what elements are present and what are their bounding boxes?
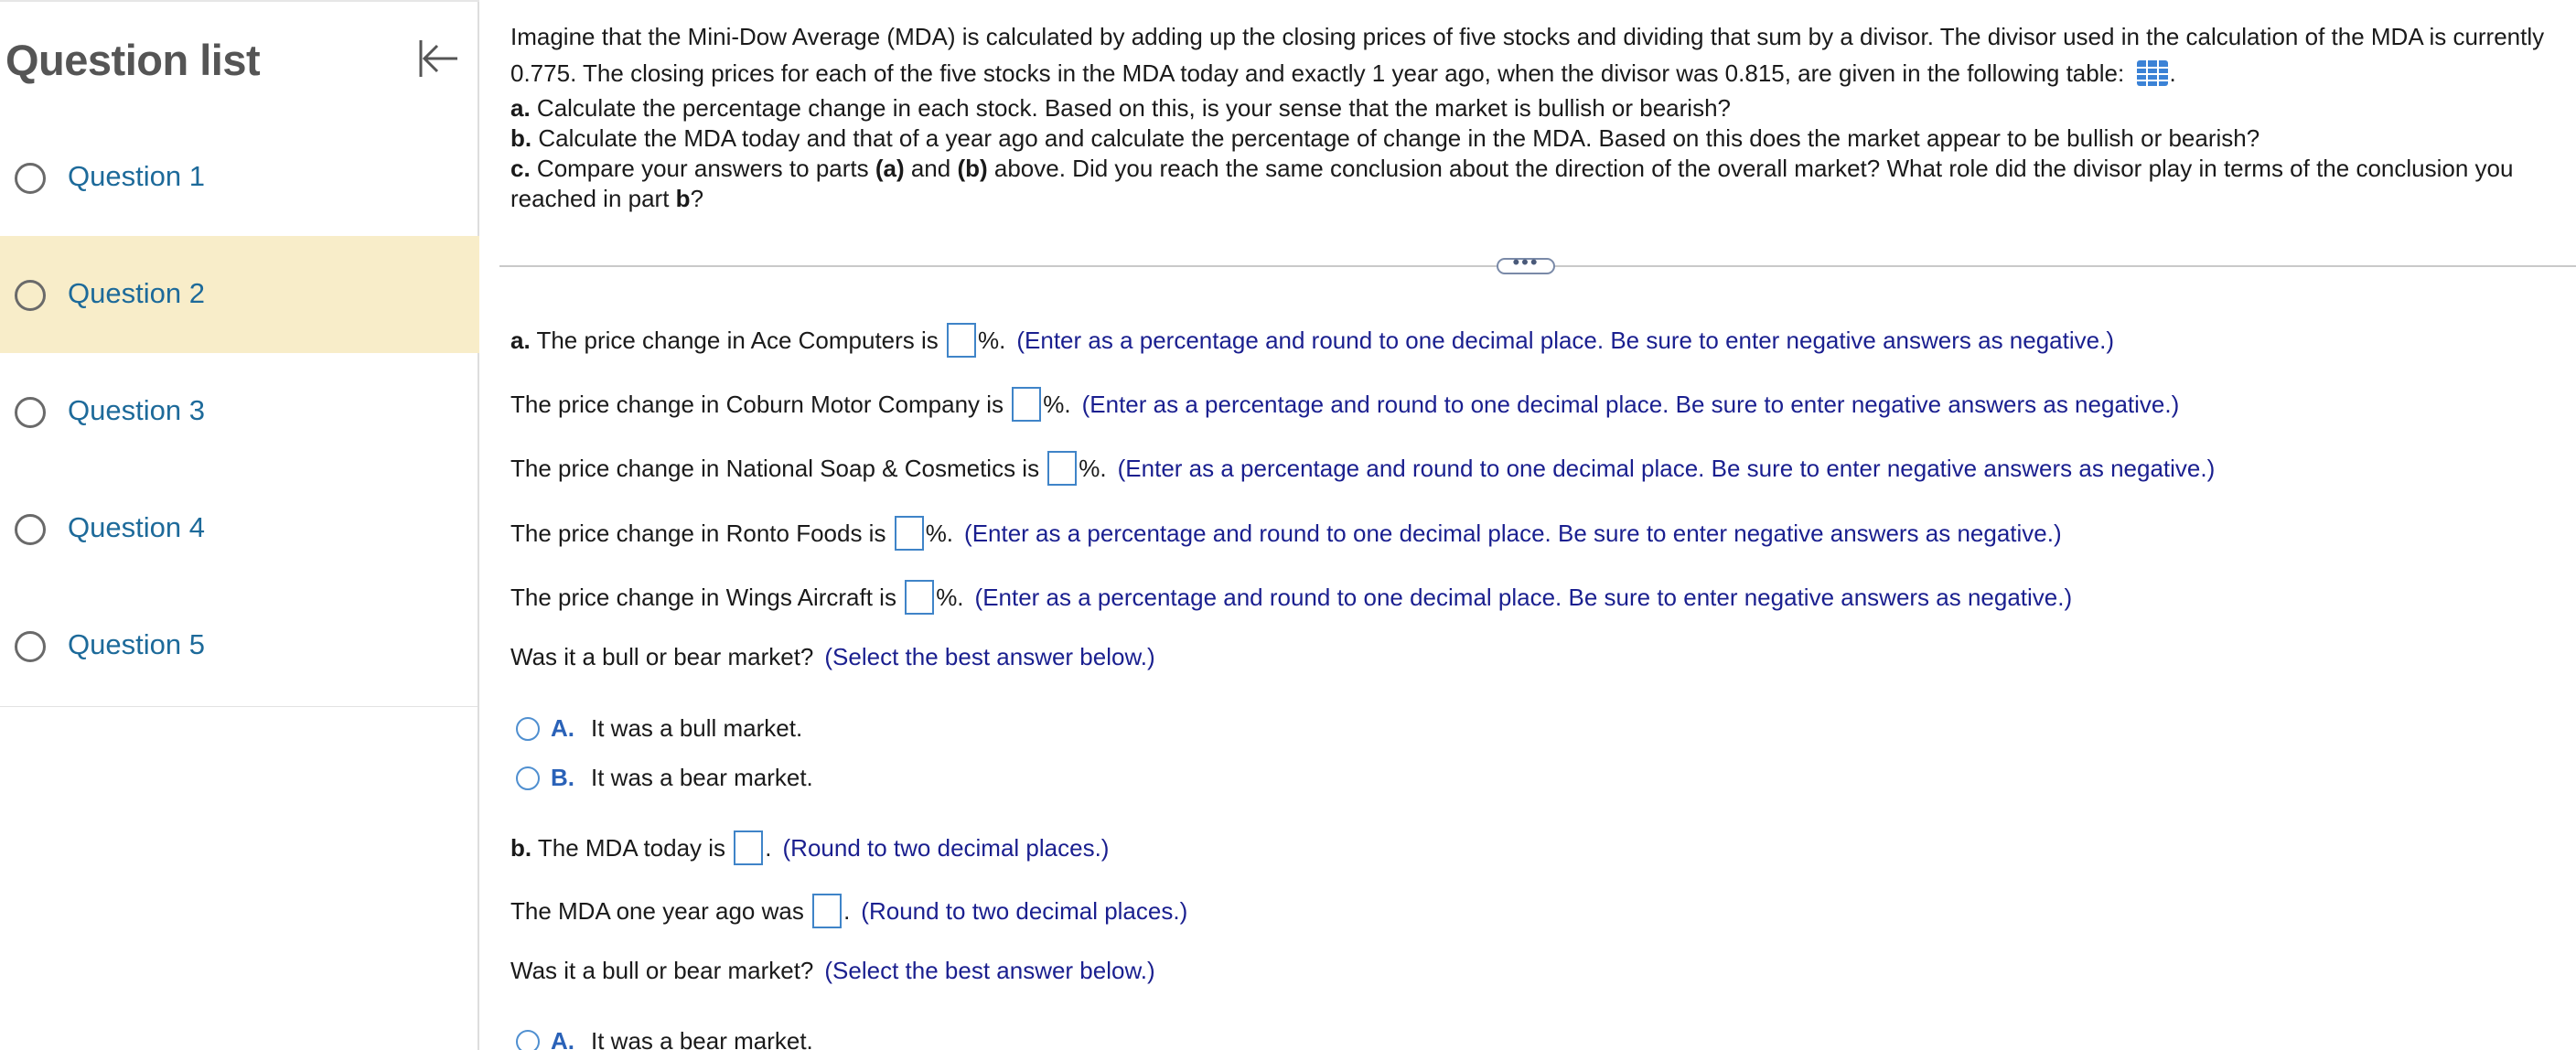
answer-hint: (Enter as a percentage and round to one decimal place. Be sure to enter negative answers as negative.) (1016, 327, 2114, 354)
status-circle-icon (15, 163, 46, 194)
collapse-sidebar-button[interactable] (413, 35, 463, 84)
answer-hint: (Round to two decimal places.) (782, 834, 1110, 862)
sidebar-item-label: Question 1 (68, 160, 205, 192)
prompt-part-c-ref-b: b (675, 185, 691, 212)
answer-line-national-soap (510, 450, 2215, 487)
prompt-part-b-label: b. (510, 124, 532, 152)
sidebar-item-question-2[interactable] (0, 236, 479, 353)
prompt-part-a-label: a. (510, 94, 531, 122)
answer-line-prefix: The price change in Coburn Motor Company is (510, 391, 1011, 418)
collapse-left-icon (413, 35, 463, 84)
expand-more-button[interactable]: ••• (1497, 258, 1555, 274)
prompt-part-c-text: reached in part (510, 185, 676, 212)
question-hint: (Select the best answer below.) (824, 643, 1155, 670)
answer-line-wings-aircraft (510, 579, 2072, 616)
answer-line-suffix: %. (936, 584, 964, 611)
answer-input-national-soap[interactable] (1047, 451, 1077, 486)
sidebar-item-question-4[interactable] (0, 470, 479, 587)
question-hint: (Select the best answer below.) (824, 957, 1155, 984)
answer-hint: (Enter as a percentage and round to one decimal place. Be sure to enter negative answers as negative.) (1081, 391, 2180, 418)
answer-line-prefix: The price change in Wings Aircraft is (510, 584, 904, 611)
answer-line-mda-today (510, 830, 1109, 866)
part-a-option-a[interactable] (516, 712, 802, 745)
prompt-part-c (510, 154, 2560, 214)
answer-hint: (Round to two decimal places.) (861, 897, 1188, 925)
answer-line-suffix: %. (1079, 455, 1107, 482)
answer-line-suffix: . (765, 834, 772, 862)
sidebar-title: Question list (5, 36, 261, 84)
prompt-part-a (510, 93, 2560, 123)
answer-line-prefix: The MDA one year ago was (510, 897, 811, 925)
prompt-part-c-ref-a: (a) (875, 155, 905, 182)
prompt-part-b (510, 123, 2560, 154)
option-letter: A. (551, 714, 574, 742)
status-circle-icon (15, 397, 46, 428)
radio-button[interactable] (516, 1030, 540, 1050)
answer-line-prefix: The price change in Ace Computers is (536, 327, 946, 354)
answer-line-suffix: %. (978, 327, 1006, 354)
question-text: Was it a bull or bear market? (510, 643, 814, 670)
prompt-part-c-text: and (904, 155, 958, 182)
radio-button[interactable] (516, 766, 540, 790)
answer-line-suffix: %. (925, 520, 954, 547)
question-main (479, 0, 2576, 1050)
answer-line-mda-year-ago (510, 893, 1187, 929)
prompt-intro-line-2: 0.775. The closing prices for each of the five stocks in the MDA today and exactly 1 year ago, when the divisor was 0.815, are given in the following table: (510, 59, 2125, 87)
answer-input-wings-aircraft[interactable] (905, 580, 934, 615)
sidebar-header (0, 0, 479, 124)
sidebar-item-label: Question 2 (68, 277, 205, 309)
part-b-label: b. (510, 834, 532, 862)
part-b-option-a[interactable] (516, 1024, 813, 1050)
sidebar-item-label: Question 4 (68, 511, 205, 543)
answer-input-coburn-motor[interactable] (1012, 387, 1041, 422)
prompt-part-b-text: Calculate the MDA today and that of a year ago and calculate the percentage of change in the MDA. Based on this does the market appear to be bullish or bearish? (531, 124, 2260, 152)
answer-line-ronto-foods (510, 515, 2062, 552)
sidebar-item-question-1[interactable] (0, 119, 479, 236)
answer-input-ronto-foods[interactable] (895, 516, 924, 551)
radio-button[interactable] (516, 717, 540, 741)
answer-line-coburn-motor (510, 386, 2179, 423)
prompt-part-c-text: above. Did you reach the same conclusion about the direction of the overall market? What role did the divisor play in terms of the conclusion you (987, 155, 2514, 182)
option-text: It was a bull market. (591, 714, 803, 742)
sidebar-item-question-3[interactable] (0, 353, 479, 470)
answer-hint: (Enter as a percentage and round to one decimal place. Be sure to enter negative answers as negative.) (1117, 455, 2216, 482)
sidebar-item-question-5[interactable] (0, 587, 479, 704)
option-letter: B. (551, 764, 574, 791)
part-a-question (510, 638, 1155, 675)
prompt-part-c-text: ? (690, 185, 704, 212)
prompt-intro-line-1: Imagine that the Mini-Dow Average (MDA) is calculated by adding up the closing prices of five stocks and dividing that sum by a divisor. The divisor used in the calculation of the MDA is currently (510, 23, 2545, 50)
status-circle-icon (15, 631, 46, 662)
answer-input-ace-computers[interactable] (947, 323, 976, 358)
part-b-question (510, 952, 1155, 989)
answer-line-ace-computers (510, 322, 2114, 359)
prompt-part-c-label: c. (510, 155, 531, 182)
table-icon[interactable] (2136, 59, 2169, 87)
answer-hint: (Enter as a percentage and round to one decimal place. Be sure to enter negative answers as negative.) (964, 520, 2062, 547)
answer-line-prefix: The MDA today is (531, 834, 733, 862)
answer-line-prefix: The price change in Ronto Foods is (510, 520, 893, 547)
answer-line-suffix: %. (1043, 391, 1071, 418)
prompt-intro-end: . (2169, 59, 2176, 87)
sidebar-item-label: Question 5 (68, 628, 205, 660)
part-a-option-b[interactable] (516, 761, 813, 794)
answer-line-prefix: The price change in National Soap & Cosmetics is (510, 455, 1046, 482)
answer-line-suffix: . (843, 897, 851, 925)
prompt-part-c-ref-b: (b) (957, 155, 988, 182)
option-letter: A. (551, 1027, 574, 1050)
answer-input-mda-today[interactable] (734, 830, 763, 865)
answer-input-mda-year-ago[interactable] (812, 894, 842, 928)
answer-hint: (Enter as a percentage and round to one decimal place. Be sure to enter negative answers as negative.) (974, 584, 2073, 611)
status-circle-icon (15, 514, 46, 545)
status-circle-icon (15, 280, 46, 311)
prompt-part-a-text: Calculate the percentage change in each stock. Based on this, is your sense that the market is bullish or bearish? (530, 94, 1731, 122)
option-text: It was a bear market. (591, 764, 813, 791)
part-a-label: a. (510, 327, 531, 354)
sidebar-item-label: Question 3 (68, 394, 205, 426)
option-text: It was a bear market. (591, 1027, 813, 1050)
question-text: Was it a bull or bear market? (510, 957, 814, 984)
prompt-intro (510, 18, 2560, 91)
sidebar-divider (0, 706, 478, 707)
question-prompt (510, 18, 2560, 214)
prompt-part-c-text: Compare your answers to parts (530, 155, 875, 182)
question-list-sidebar (0, 0, 479, 1050)
